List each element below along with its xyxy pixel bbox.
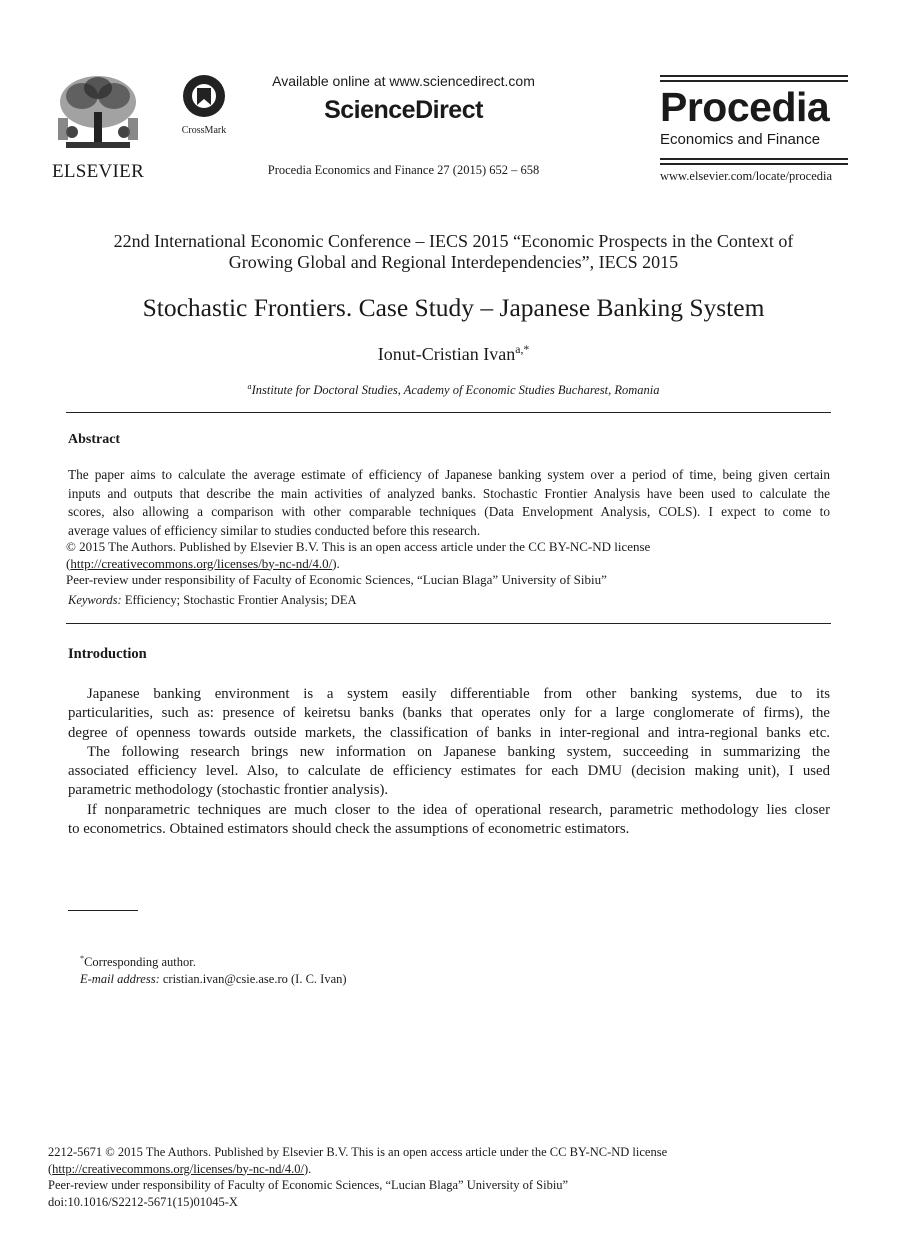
intro-line: particularities, such as: presence of keiretsu banks (banks that operates only for a large conglomerate of firms), the — [68, 705, 830, 722]
introduction-heading: Introduction — [68, 646, 147, 662]
procedia-brand: Procedia — [660, 84, 830, 130]
footnotes — [80, 950, 347, 988]
email-address[interactable]: cristian.ivan@csie.ase.ro (I. C. Ivan) — [162, 972, 347, 987]
journal-reference: Procedia Economics and Finance 27 (2015) 652 – 658 — [267, 163, 540, 177]
license-line: (http://creativecommons.org/licenses/by-nc-nd/4.0/). — [66, 555, 340, 571]
procedia-top-rule — [660, 75, 848, 77]
intro-line: If nonparametric techniques are much closer to the idea of operational research, parametric methodology lies closer — [87, 801, 830, 818]
keywords-label: Keywords: — [68, 593, 122, 607]
sciencedirect-logo[interactable]: ScienceDirect — [324, 96, 483, 124]
doi[interactable]: doi:10.1016/S2212-5671(15)01045-X — [48, 1194, 238, 1209]
intro-line: Japanese banking environment is a system easily differentiable from other banking systems, due to its — [87, 686, 830, 702]
divider — [66, 412, 831, 413]
abstract-line: The paper aims to calculate the average estimate of efficiency of Japanese banking system over a period of time, being given certain — [68, 467, 830, 482]
intro-line: The following research brings new information on Japanese banking system, succeeding in summarizing the — [87, 743, 830, 760]
introduction-body — [68, 685, 830, 839]
bottom-license-link[interactable]: http://creativecommons.org/licenses/by-nc-nd/4.0/ — [52, 1161, 304, 1176]
abstract-heading: Abstract — [68, 432, 121, 447]
elsevier-wordmark: ELSEVIER — [51, 161, 145, 182]
journal-url-link[interactable]: www.elsevier.com/locate/procedia — [660, 169, 833, 183]
author-superscript: a,* — [515, 343, 530, 356]
abstract-line: inputs and outputs that describe the main activities of analyzed banks. Stochastic Frontier Analysis have been used to calculate the — [68, 485, 830, 501]
license-link[interactable]: http://creativecommons.org/licenses/by-nc-nd/4.0/ — [70, 555, 333, 571]
divider — [66, 623, 831, 624]
author-name: Ionut-Cristian Ivan — [377, 344, 516, 364]
procedia-top-rule — [660, 80, 848, 82]
elsevier-tree-icon — [52, 72, 144, 154]
keywords-list: Efficiency; Stochastic Frontier Analysis; DEA — [124, 593, 357, 607]
publication-info — [48, 1144, 667, 1210]
abstract-body — [68, 466, 830, 540]
procedia-bottom-rule — [660, 158, 848, 160]
affiliation-superscript: a — [247, 382, 252, 391]
procedia-bottom-rule — [660, 163, 848, 165]
author-line — [60, 343, 847, 365]
copyright-line: © 2015 The Authors. Published by Elsevier B.V. This is an open access article under the CC BY-NC-ND license — [66, 539, 651, 554]
abstract-line: average values of efficiency similar to studies conducted before this research. — [68, 522, 481, 538]
conference-title — [60, 231, 847, 273]
intro-line: parametric methodology (stochastic frontier analysis). — [68, 782, 389, 799]
keywords — [68, 593, 357, 608]
procedia-logo[interactable] — [660, 75, 848, 184]
corresponding-text: Corresponding author. — [84, 955, 196, 970]
available-online-text: Available online at www.sciencedirect.com — [272, 73, 535, 89]
peer-review-line: Peer-review under responsibility of Faculty of Economic Sciences, “Lucian Blaga” University of Sibiu” — [66, 572, 607, 587]
bottom-peer-review-line: Peer-review under responsibility of Faculty of Economic Sciences, “Lucian Blaga” University of Sibiu” — [48, 1178, 569, 1192]
intro-line: degree of openness towards outside markets, the classification of banks in inter-regional and intra-regional banks etc. — [68, 724, 830, 741]
copyright-notice — [66, 539, 830, 589]
corresponding-author-note — [80, 950, 347, 971]
abstract-line: scores, also allowing a comparison with other comparable techniques (Data Envelopment Analysis, COLS). I expect to come to — [68, 504, 830, 519]
intro-line: to econometrics. Obtained estimators should check the assumptions of econometric estimators. — [68, 821, 630, 838]
footnote-rule — [68, 910, 138, 911]
bottom-license-line: (http://creativecommons.org/licenses/by-nc-nd/4.0/). — [48, 1161, 312, 1176]
email-label: E-mail address: — [80, 972, 160, 987]
affiliation — [60, 382, 847, 398]
intro-line: associated efficiency level. Also, to calculate de efficiency estimates for each DMU (decision making unit), I used — [68, 763, 830, 780]
conference-line: Growing Global and Regional Interdependencies”, IECS 2015 — [228, 252, 679, 272]
paper-title: Stochastic Frontiers. Case Study – Japanese Banking System — [142, 293, 765, 322]
crossmark-label: CrossMark — [181, 125, 227, 136]
procedia-subtitle: Economics and Finance — [660, 131, 821, 148]
email-note — [80, 971, 347, 988]
conference-line: 22nd International Economic Conference – IECS 2015 “Economic Prospects in the Context of — [113, 231, 794, 251]
elsevier-logo[interactable] — [50, 72, 146, 180]
footnote-marker: * — [80, 954, 85, 963]
affiliation-text: Institute for Doctoral Studies, Academy of Economic Studies Bucharest, Romania — [251, 383, 660, 398]
issn-copyright-line: 2212-5671 © 2015 The Authors. Published by Elsevier B.V. This is an open access article under the CC BY-NC-ND license — [48, 1145, 668, 1159]
